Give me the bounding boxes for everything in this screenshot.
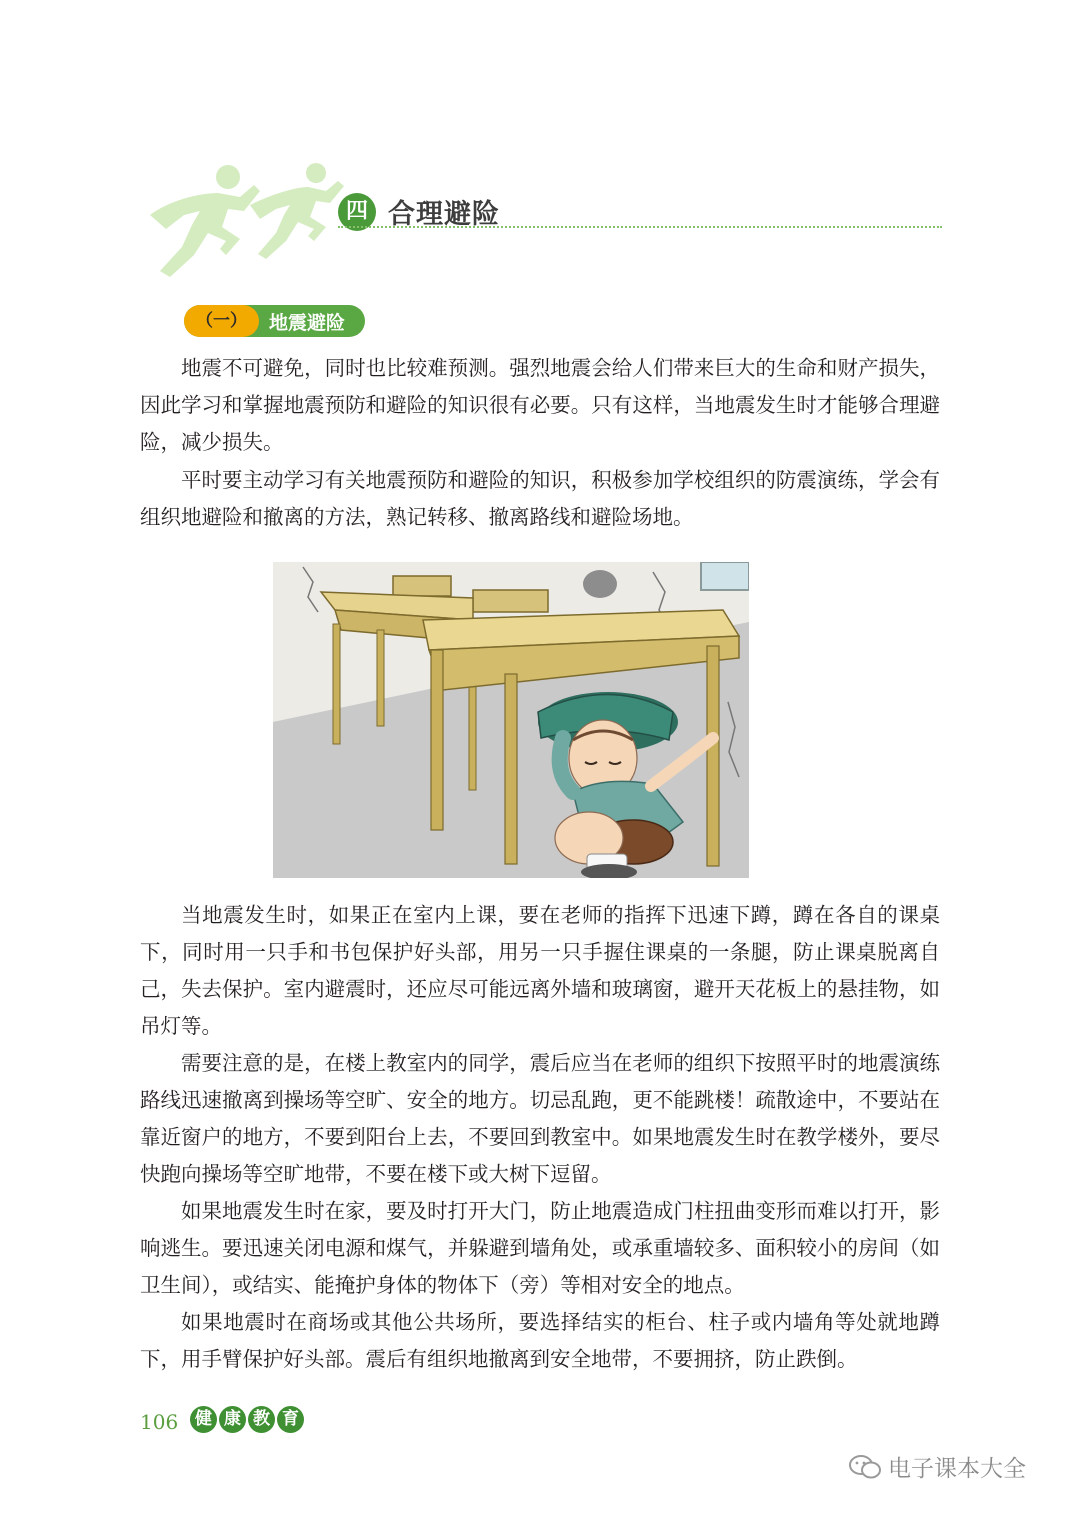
subsection-number: （一） xyxy=(184,305,259,337)
book-title-char: 康 xyxy=(219,1406,246,1433)
runners-icon xyxy=(130,155,350,280)
paragraph-classroom: 当地震发生时，如果正在室内上课，要在老师的指挥下迅速下蹲，蹲在各自的课桌下，同时用一只手和书包保护好头部，用另一只手握住课桌的一条腿，防止课桌脱离自己，失去保护。室内避震时，还应尽可能远离外墙和玻璃窗，避开天花板上的悬挂物，如吊灯等。 xyxy=(140,903,940,1038)
book-title xyxy=(190,1406,304,1433)
paragraph-evacuation: 需要注意的是，在楼上教室内的同学，震后应当在老师的组织下按照平时的地震演练路线迅速撤离到操场等空旷、安全的地方。切忌乱跑，更不能跳楼！疏散途中，不要站在靠近窗户的地方，不要到阳台上去，不要回到教室中。如果地震发生时在教学楼外，要尽快跑向操场等空旷地带，不要在楼下或大树下逗留。 xyxy=(140,1051,940,1186)
section-heading: 合理避险 xyxy=(388,199,500,230)
book-title-char: 教 xyxy=(248,1406,275,1433)
page-number: 106 xyxy=(140,1410,179,1434)
wechat-icon xyxy=(848,1453,882,1481)
paragraph-home: 如果地震发生时在家，要及时打开大门，防止地震造成门柱扭曲变形而难以打开，影响逃生。要迅速关闭电源和煤气，并躲避到墙角处，或承重墙较多、面积较小的房间（如卫生间），或结实、能掩护身体的物体下（旁）等相对安全的地点。 xyxy=(140,1199,940,1297)
paragraph-preparation: 平时要主动学习有关地震预防和避险的知识，积极参加学校组织的防震演练，学会有组织地避险和撤离的方法，熟记转移、撤离路线和避险场地。 xyxy=(140,468,940,529)
subsection-heading xyxy=(184,305,365,337)
watermark-text: 电子课本大全 xyxy=(888,1456,1026,1482)
section-number-badge: 四 xyxy=(338,193,376,231)
paragraph-intro: 地震不可避免，同时也比较难预测。强烈地震会给人们带来巨大的生命和财产损失，因此学习和掌握地震预防和避险的知识很有必要。只有这样，当地震发生时才能够合理避险，减少损失。 xyxy=(140,356,940,454)
earthquake-desk-illustration xyxy=(273,562,749,878)
paragraph-public-places: 如果地震时在商场或其他公共场所，要选择结实的柜台、柱子或内墙角等处就地蹲下，用手臂保护好头部。震后有组织地撤离到安全地带，不要拥挤，防止跌倒。 xyxy=(140,1310,940,1371)
watermark xyxy=(848,1450,1026,1483)
section-divider xyxy=(338,226,942,228)
book-title-char: 健 xyxy=(190,1406,217,1433)
subsection-title: 地震避险 xyxy=(269,311,346,334)
book-title-char: 育 xyxy=(277,1406,304,1433)
